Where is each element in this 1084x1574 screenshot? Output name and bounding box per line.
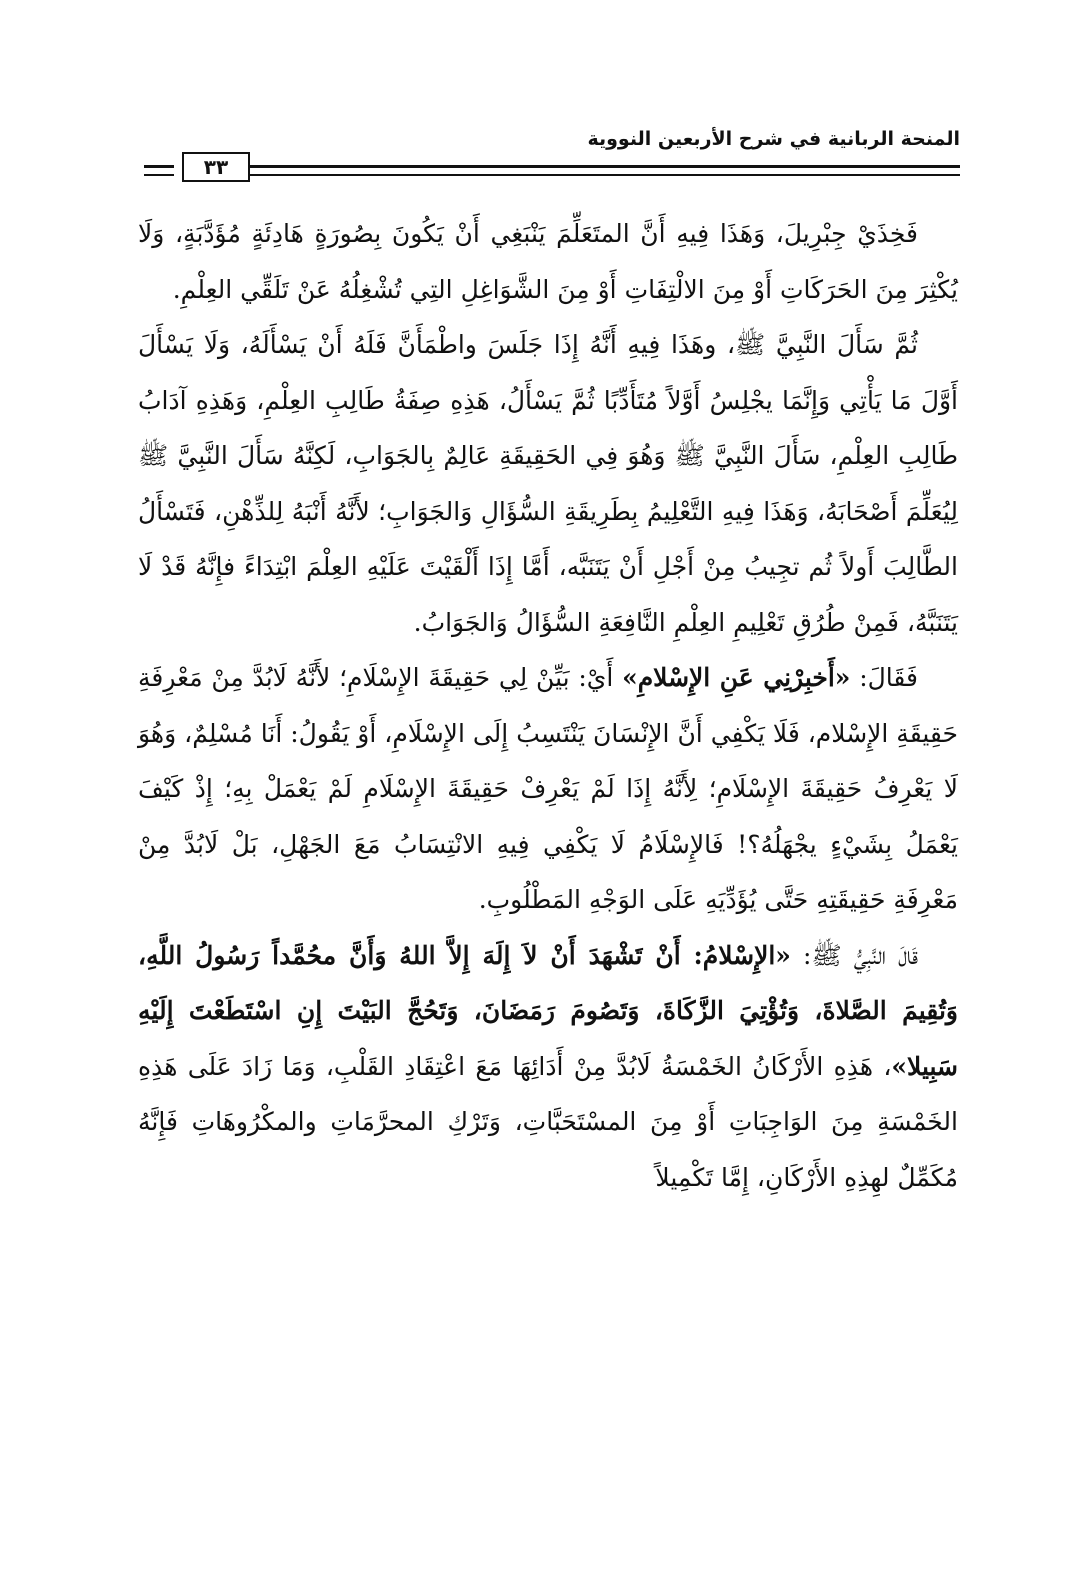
page-number: ٣٣ [182,152,250,182]
header-rule-stub [144,165,174,176]
paragraph [138,650,958,928]
paragraph-text: ثُمَّ سَأَلَ النَّبِيَّ ﷺ، وهَذَا فِيهِ أَنَّهُ إِذَا جَلَسَ واطْمَأَنَّ فَلَهُ أَنْ يَسْأَلَهُ، وَلَا يَسْأَلَ أَوَّلَ مَا يَأْتِي وَإِنَّمَا يجْلِسُ أَوَّلاً مُتَأَدِّبًا ثُمَّ يَسْأَلُ، هَذِهِ صِفَةُ طَالِبِ العِلْمِ، وَهَذِهِ آدَابُ طَالِبِ العِلْمِ، سَأَلَ النَّبِيَّ ﷺ وَهُوَ فِي الحَقِيقَةِ عَالِمٌ بِالجَوَابِ، لَكِنَّهُ سَأَلَ النَّبِيَّ ﷺ لِيُعَلِّمَ أَصْحَابَهُ، وَهَذَا فِيهِ التَّعْلِيمُ بِطَرِيقَةِ السُّؤَالِ وَالجَوَابِ؛ لأَنَّهُ أَنْبَهُ لِلذِّهْنِ، فَتَسْأَلُ الطَّالِبَ أَولاً ثُم تجِيبُ مِنْ أَجْلِ أَنْ يَتَنَبَّه، أَمَّا إِذَا أَلْقَيْتَ عَلَيْهِ العِلْمَ ابْتِدَاءً فإِنَّهُ قَدْ لَا يَتَنَبَّهُ، فَمِنْ طُرُقِ تَعْلِيمِ العِلْمِ النَّافِعَةِ السُّؤَالُ وَالجَوَابُ. [138,330,958,637]
paragraph-text: ، هَذِهِ الأَرْكَانُ الخَمْسَةُ لَابُدَّ مِنْ أَدَائِهَا مَعَ اعْتِقَادِ القَلْبِ، وَمَا زَادَ عَلَى هَذِهِ الخَمْسَةِ مِنَ الوَاجِبَاتِ أَوْ مِنَ المسْتَحَبَّاتِ، وَتَرْكِ المحرَّمَاتِ والمكْرُوهَاتِ فَإِنَّهُ مُكَمِّلٌ لهِذِهِ الأَرْكَانِ، إِمَّا تَكْمِيلاً [138,1051,958,1192]
paragraph-text: فَقَالَ: [850,663,918,692]
paragraph-text: أَيْ: بَيِّنْ لِي حَقِيقَةَ الإِسْلَامِ؛ لأَنَّهُ لَابُدَّ مِنْ مَعْرِفَةِ حَقِيقَةِ الإِسْلام، فَلَا يَكْفِي أَنَّ الإِنْسَانَ يَنْتَسِبُ إِلَى الإِسْلَامِ، أَوْ يَقُولُ: أَنَا مُسْلِمٌ، وَهُوَ لَا يَعْرِفُ حَقِيقَةَ الإِسْلَامِ؛ لِأَنَّهُ إِذَا لَمْ يَعْرِفْ حَقِيقَةَ الإِسْلَامِ لَمْ يَعْمَلْ بِهِ؛ إِذْ كَيْفَ يَعْمَلُ بِشَيْءٍ يجْهَلُهُ؟! فَالإِسْلَامُ لَا يَكْفِي فِيهِ الانْتِسَابُ مَعَ الجَهْلِ، بَلْ لَابُدَّ مِنْ مَعْرِفَةِ حَقِيقَتِهِ حَتَّى يُؤَدِّيَهِ عَلَى الوَجْهِ المَطْلُوبِ. [138,663,958,914]
running-header [140,128,960,188]
paragraph [138,928,958,1206]
paragraph [138,206,958,317]
quoted-hadith-text: «أَخبِرْنِي عَنِ الإِسْلامِ» [622,663,851,692]
quoted-hadith-text: «الإِسْلامُ: أَنْ تَشْهَدَ أَنْ لاَ إِلَهَ إِلاَّ اللهُ وَأَنَّ محُمَّداً رَسُولُ اللَّهِ، وَتُقِيمَ الصَّلاةَ، وَتُؤْتِيَ الزَّكَاةَ، وَتَصُومَ رَمَضَانَ، وَتَحُجَّ البَيْتَ إِنِ اسْتَطَعْتَ إِلَيْهِ سَبِيلا» [138,940,958,1081]
book-title: المنحة الربانية في شرح الأربعين النووية [587,128,960,150]
paragraph-text: قَالَ النَّبِيُّ ﷺ: [790,940,918,970]
paragraph [138,317,958,650]
paragraph-text: فَخِذَيْ جِبْرِيلَ، وَهَذَا فِيهِ أَنَّ المتَعَلِّمَ يَنْبَغِي أَنْ يَكُونَ بِصُورَةٍ هَادِئَةٍ مُؤَدَّبَةٍ، وَلَا يُكْثِرَ مِنَ الحَرَكَاتِ أَوْ مِنَ الالْتِفَاتِ أَوْ مِنَ الشَّوَاغِلِ التِي تُشْغِلُهُ عَنْ تَلَقِّي العِلْمِ. [138,219,958,304]
header-rule [248,165,960,176]
body-text [138,206,958,1205]
